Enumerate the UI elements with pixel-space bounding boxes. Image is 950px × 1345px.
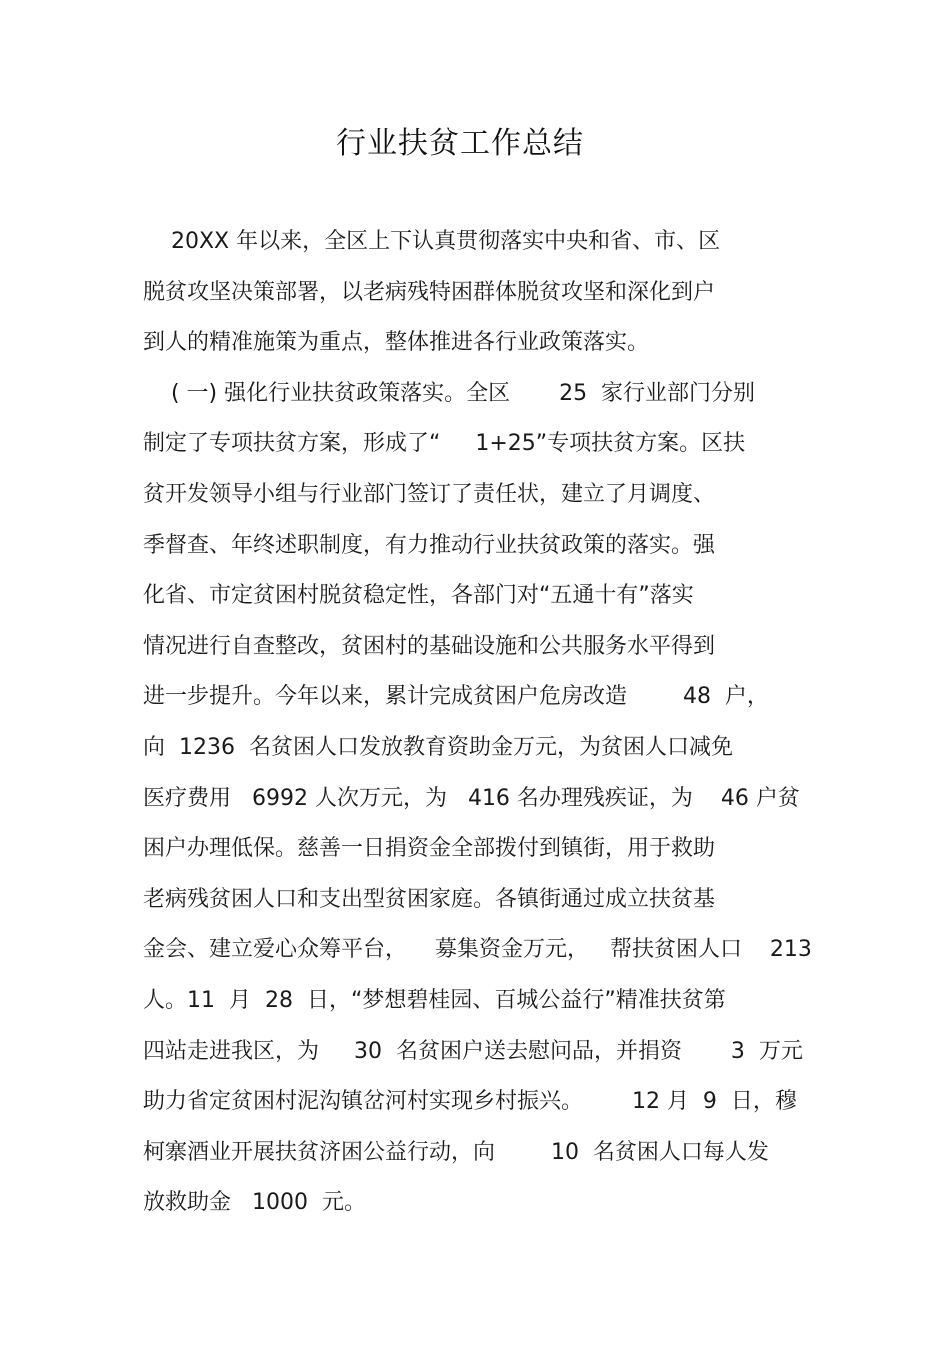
body-line: 助力省定贫困村泥沟镇岔河村实现乡村振兴。 12 月 9 日，穆 bbox=[143, 1089, 797, 1115]
body-line: 20XX 年以来，全区上下认真贯彻落实中央和省、市、区 bbox=[143, 229, 721, 254]
body-line: 人。11 月 28 日，“梦想碧桂园、百城公益行”精准扶贫第 bbox=[143, 987, 726, 1013]
body-line: 进一步提升。今年以来，累计完成贫困户危房改造 48 户， bbox=[143, 684, 769, 710]
body-line: 化省、市定贫困村脱贫稳定性，各部门对“五通十有”落实 bbox=[143, 583, 694, 609]
body-line: 金会、建立爱心众筹平台， 募集资金万元， 帮扶贫困人口 213 bbox=[143, 937, 812, 963]
body-line: 到人的精准施策为重点，整体推进各行业政策落实。 bbox=[143, 330, 650, 356]
body-line: 向 1236 名贫困人口发放教育资助金万元，为贫困人口减免 bbox=[143, 734, 733, 760]
body-line: 季督查、年终述职制度，有力推动行业扶贫政策的落实。强 bbox=[143, 532, 716, 558]
body-line: 四站走进我区，为 30 名贫困户送去慰问品，并捐资 3 万元 bbox=[143, 1038, 803, 1064]
body-line: 老病残贫困人口和支出型贫困家庭。各镇街通过成立扶贫基 bbox=[143, 886, 716, 912]
body-line: 制定了专项扶贫方案，形成了“ 1+25”专项扶贫方案。区扶 bbox=[143, 431, 746, 457]
body-line: 贫开发领导小组与行业部门签订了责任状，建立了月调度、 bbox=[143, 481, 716, 507]
body-line: 柯寨酒业开展扶贫济困公益行动，向 10 名贫困人口每人发 bbox=[143, 1139, 769, 1165]
body-line: ( 一) 强化行业扶贫政策落实。全区 25 家行业部门分别 bbox=[143, 380, 756, 406]
document-title: 行业扶贫工作总结 bbox=[336, 126, 584, 161]
body-line: 放救助金 1000 元。 bbox=[143, 1190, 366, 1216]
body-line: 情况进行自查整改，贫困村的基础设施和公共服务水平得到 bbox=[143, 633, 716, 659]
body-line: 困户办理低保。慈善一日捐资金全部拨付到镇街，用于救助 bbox=[143, 836, 716, 862]
document-body bbox=[143, 220, 823, 1232]
body-line: 脱贫攻坚决策部署，以老病残特困群体脱贫攻坚和深化到户 bbox=[143, 279, 716, 305]
body-line: 医疗费用 6992 人次万元，为 416 名办理残疾证，为 46 户贫 bbox=[143, 785, 800, 811]
